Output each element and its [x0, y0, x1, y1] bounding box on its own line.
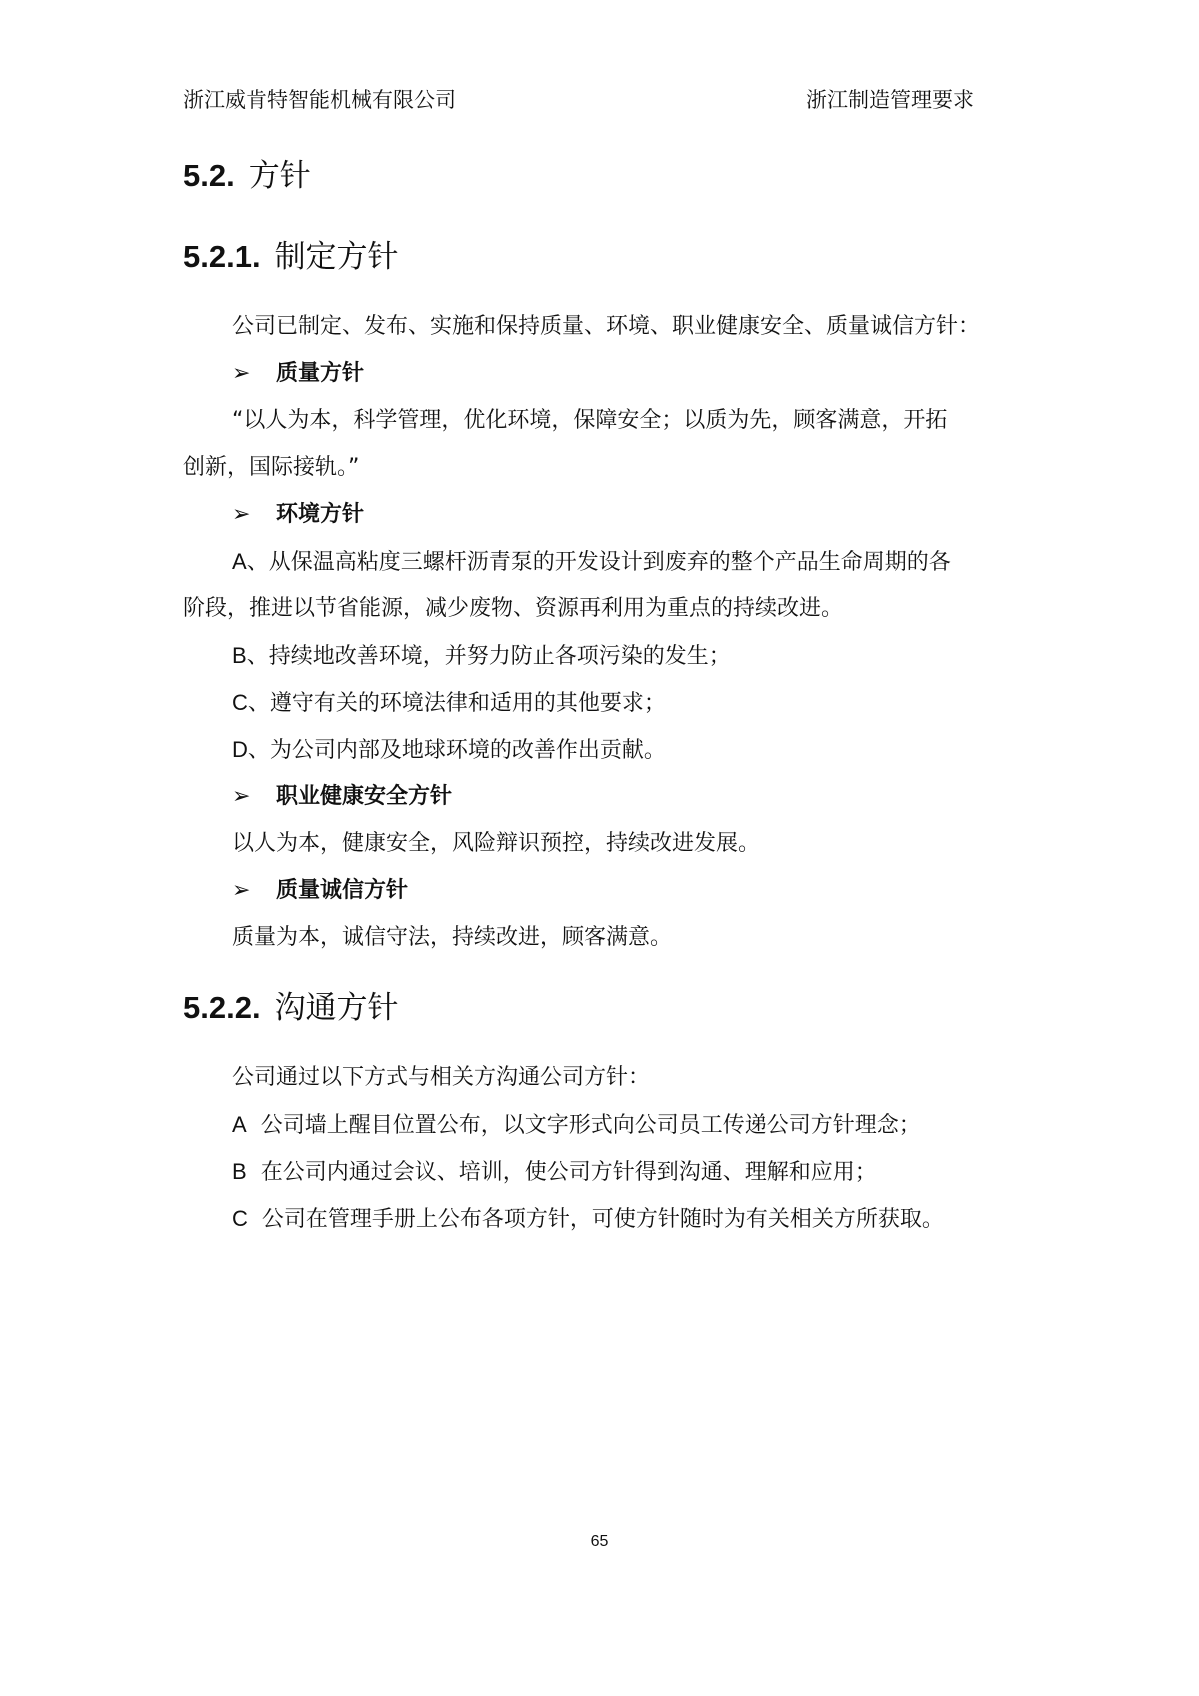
- item-label: B: [232, 643, 247, 668]
- environment-item-d: [232, 735, 666, 766]
- environment-policy-label: 环境方针: [276, 502, 365, 527]
- item-label: C: [232, 1206, 248, 1231]
- item-text: 、从保温高粘度三螺杆沥青泵的开发设计到废弃的整个产品生命周期的各: [246, 550, 951, 575]
- communication-item-b: [232, 1157, 877, 1188]
- subsection-number-2: 5.2.2.: [183, 990, 261, 1025]
- ohs-policy-heading: [232, 782, 452, 812]
- subsection-number-1: 5.2.1.: [183, 239, 261, 274]
- communication-intro: 公司通过以下方式与相关方沟通公司方针：: [232, 1065, 651, 1090]
- environment-item-b: [232, 641, 731, 672]
- quality-policy-label: 质量方针: [276, 361, 365, 386]
- policy-intro: 公司已制定、发布、实施和保持质量、环境、职业健康安全、质量诚信方针：: [232, 314, 981, 339]
- quality-policy-line1: “以人为本，科学管理，优化环境，保障安全；以质为先，顾客满意，开拓: [232, 408, 948, 433]
- subsection-heading-2: [183, 988, 399, 1028]
- ohs-policy-label: 职业健康安全方针: [276, 784, 453, 809]
- subsection-title-2: 沟通方针: [274, 990, 399, 1026]
- environment-item-a-line1: [232, 547, 951, 578]
- header-doc-title: 浙江制造管理要求: [806, 88, 974, 112]
- item-label: C: [232, 690, 248, 715]
- arrow-bullet-icon: ➢: [232, 502, 251, 527]
- item-label: B: [232, 1159, 247, 1184]
- communication-item-a: [232, 1110, 921, 1141]
- item-text: 、为公司内部及地球环境的改善作出贡献。: [247, 738, 666, 763]
- communication-item-c: [232, 1204, 944, 1235]
- environment-item-a-line2: 阶段，推进以节省能源，减少废物、资源再利用为重点的持续改进。: [183, 596, 844, 621]
- environment-policy-heading: [232, 500, 364, 530]
- header-company: 浙江威肯特智能机械有限公司: [183, 88, 456, 112]
- item-label: D: [232, 737, 248, 762]
- arrow-bullet-icon: ➢: [232, 784, 251, 809]
- item-text: 公司在管理手册上公布各项方针，可使方针随时为有关相关方所获取。: [261, 1207, 944, 1232]
- integrity-policy-text: 质量为本，诚信守法，持续改进，顾客满意。: [232, 925, 673, 950]
- subsection-title-1: 制定方针: [274, 239, 399, 275]
- item-text: 、遵守有关的环境法律和适用的其他要求；: [247, 691, 666, 716]
- ohs-policy-text: 以人为本，健康安全，风险辩识预控，持续改进发展。: [232, 831, 761, 856]
- environment-item-c: [232, 688, 666, 719]
- item-text: 、持续地改善环境，并努力防止各项污染的发生；: [246, 644, 731, 669]
- subsection-heading-1: [183, 237, 399, 277]
- item-label: A: [232, 1112, 247, 1137]
- item-label: A: [232, 549, 247, 574]
- quality-policy-heading: [232, 359, 364, 389]
- integrity-policy-heading: [232, 876, 408, 906]
- section-heading: [183, 156, 311, 196]
- arrow-bullet-icon: ➢: [232, 878, 251, 903]
- quality-policy-line2: 创新，国际接轨。”: [183, 455, 360, 480]
- item-text: 公司墙上醒目位置公布，以文字形式向公司员工传递公司方针理念；: [260, 1113, 921, 1138]
- integrity-policy-label: 质量诚信方针: [276, 878, 409, 903]
- section-title: 方针: [248, 158, 311, 194]
- section-number: 5.2.: [183, 158, 235, 193]
- item-text: 在公司内通过会议、培训，使公司方针得到沟通、理解和应用；: [260, 1160, 877, 1185]
- arrow-bullet-icon: ➢: [232, 361, 251, 386]
- page-number: 65: [590, 1533, 609, 1550]
